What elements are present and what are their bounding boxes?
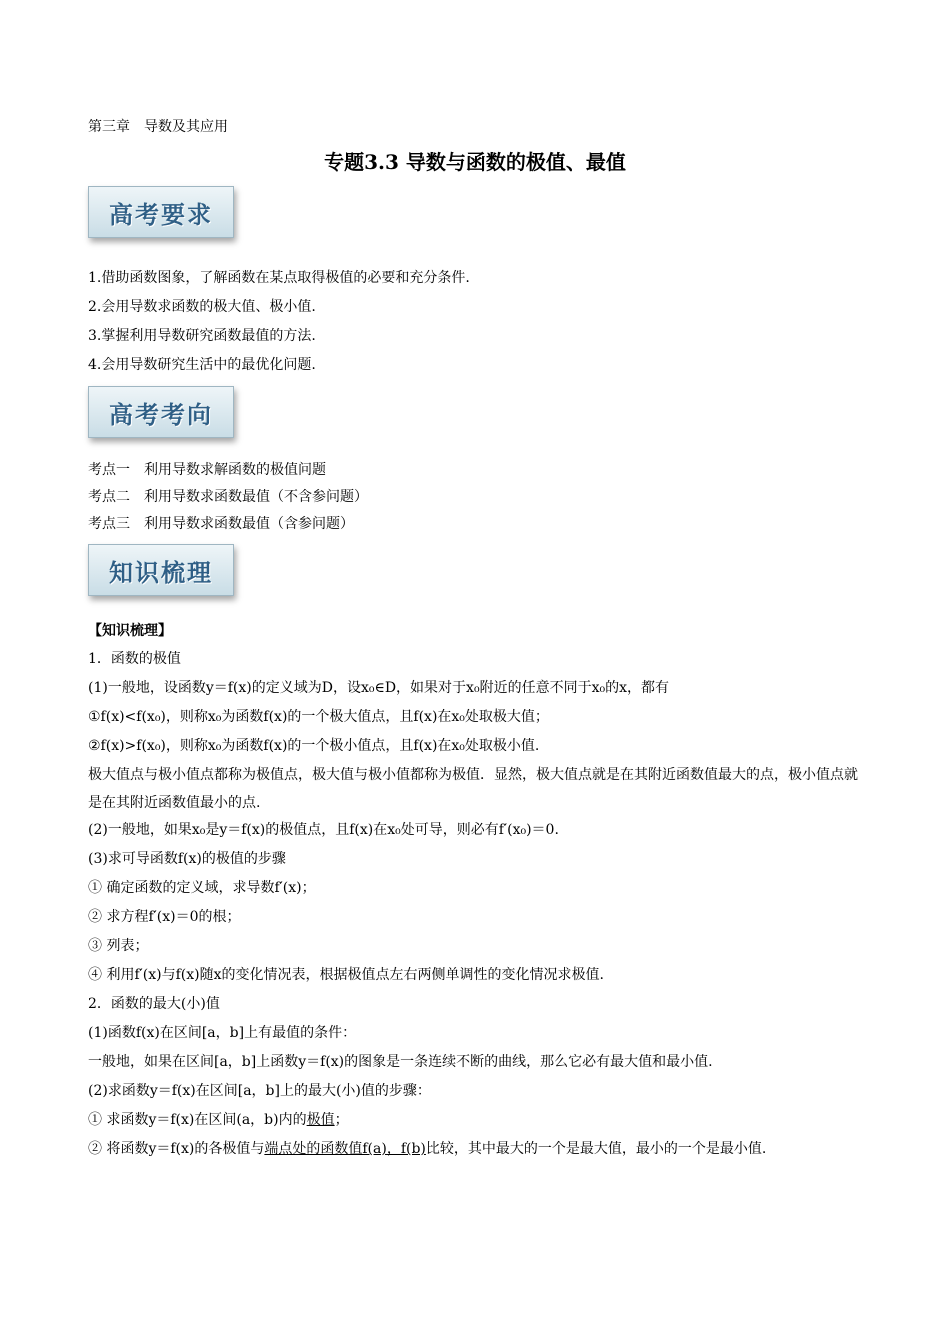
paragraph: (3)求可导函数f(x)的极值的步骤	[88, 851, 286, 867]
banner-requirements	[88, 186, 234, 238]
paragraph: ②f(x)>f(x₀)，则称x₀为函数f(x)的一个极小值点，且f(x)在x₀处取极小值.	[88, 738, 540, 754]
paragraph: (1)一般地，设函数y＝f(x)的定义域为D，设x₀∈D，如果对于x₀附近的任意不同于x₀的x，都有	[88, 680, 669, 696]
exam-point-item: 考点二 利用导数求函数最值（不含参问题）	[88, 489, 368, 505]
step-text: ② 将函数y＝f(x)的各极值与	[88, 1141, 265, 1157]
paragraph: (1)函数f(x)在区间[a，b]上有最值的条件：	[88, 1025, 357, 1041]
paragraph: (2)求函数y＝f(x)在区间[a，b]上的最大(小)值的步骤：	[88, 1083, 431, 1099]
step-item: ① 确定函数的定义域，求导数f′(x)；	[88, 880, 316, 896]
step-item	[88, 1139, 766, 1159]
step-text: ① 求函数y＝f(x)在区间(a，b)内的	[88, 1112, 307, 1128]
step-item: ④ 利用f′(x)与f(x)随x的变化情况表，根据极值点左右两侧单调性的变化情况求极值.	[88, 967, 604, 983]
underlined-term: 端点处的函数值f(a)，f(b)	[264, 1141, 426, 1157]
step-text: ；	[334, 1112, 349, 1128]
banner-direction	[88, 386, 234, 438]
step-item: ② 求方程f′(x)＝0的根；	[88, 909, 241, 925]
section-title: 1．函数的极值	[88, 651, 181, 667]
section-title: 2．函数的最大(小)值	[88, 996, 220, 1012]
paragraph: ①f(x)<f(x₀)，则称x₀为函数f(x)的一个极大值点，且f(x)在x₀处取极大值；	[88, 709, 549, 725]
requirement-item: 4.会用导数研究生活中的最优化问题.	[88, 357, 316, 373]
exam-point-item: 考点三 利用导数求函数最值（含参问题）	[88, 516, 354, 532]
requirement-item: 3.掌握利用导数研究函数最值的方法.	[88, 328, 316, 344]
step-item: ③ 列表；	[88, 938, 149, 954]
knowledge-heading: 【知识梳理】	[88, 623, 172, 639]
requirement-item: 2.会用导数求函数的极大值、极小值.	[88, 299, 316, 315]
page-title: 专题3.3 导数与函数的极值、最值	[324, 150, 626, 174]
banner-knowledge	[88, 544, 234, 596]
chapter-header: 第三章 导数及其应用	[88, 119, 228, 135]
banner-direction-label: 高考考向	[109, 399, 213, 429]
banner-requirements-label: 高考要求	[109, 199, 213, 229]
paragraph: (2)一般地，如果x₀是y＝f(x)的极值点，且f(x)在x₀处可导，则必有f′(x₀)＝0.	[88, 822, 559, 838]
underlined-term: 极值	[306, 1112, 335, 1128]
exam-point-item: 考点一 利用导数求解函数的极值问题	[88, 462, 326, 478]
step-text: 比较，其中最大的一个是最大值，最小的一个是最小值.	[425, 1141, 767, 1157]
paragraph: 一般地，如果在区间[a，b]上函数y＝f(x)的图象是一条连续不断的曲线，那么它必有最大值和最小值.	[88, 1054, 713, 1070]
step-item	[88, 1110, 349, 1130]
banner-knowledge-label: 知识梳理	[109, 557, 213, 587]
requirement-item: 1.借助函数图象，了解函数在某点取得极值的必要和充分条件.	[88, 270, 470, 286]
paragraph: 极大值点与极小值点都称为极值点，极大值与极小值都称为极值．显然，极大值点就是在其附近函数值最大的点，极小值点就是在其附近函数值最小的点.	[88, 767, 858, 811]
